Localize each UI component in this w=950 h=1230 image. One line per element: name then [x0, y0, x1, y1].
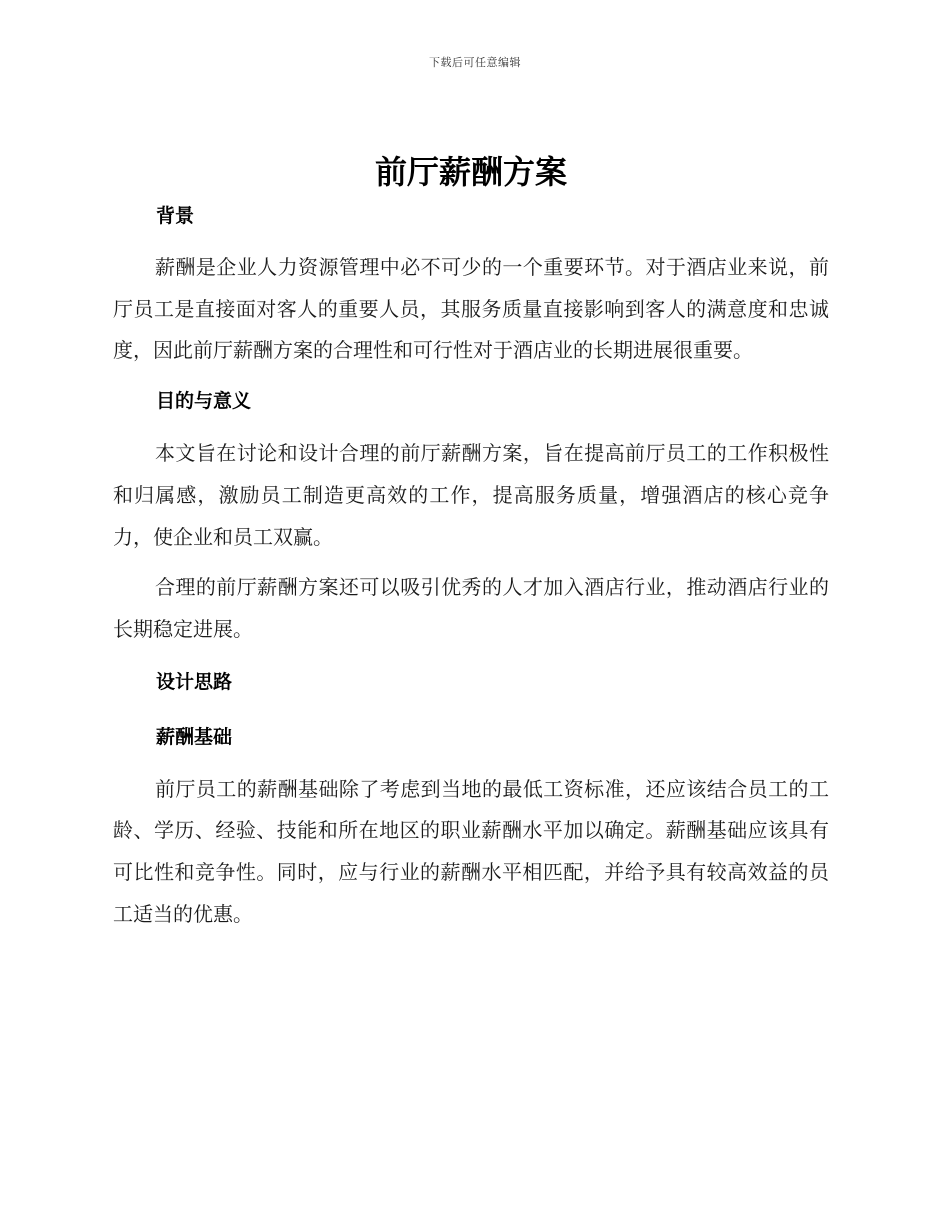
section-heading-purpose: 目的与意义	[156, 390, 252, 413]
section-heading-design: 设计思路	[156, 670, 233, 693]
document-title: 前厅薪酬方案	[374, 153, 567, 191]
section-heading-background: 背景	[156, 205, 195, 227]
paragraph-purpose-1: 本文旨在讨论和设计合理的前厅薪酬方案，旨在提高前厅员工的工作积极性和归属感，激励员工制造更高效的工作，提高服务质量，增强酒店的核心竞争力，使企业和员工双赢。	[113, 441, 829, 549]
document-body	[113, 148, 829, 935]
paragraph-purpose-2: 合理的前厅薪酬方案还可以吸引优秀的人才加入酒店行业，推动酒店行业的长期稳定进展。	[113, 575, 829, 641]
paragraph-background: 薪酬是企业人力资源管理中必不可少的一个重要环节。对于酒店业来说，前厅员工是直接面对客人的重要人员，其服务质量直接影响到客人的满意度和忠诚度，因此前厅薪酬方案的合理性和可行性对于酒店业的长期进展很重要。	[113, 255, 829, 363]
section-heading-salary-base: 薪酬基础	[156, 725, 233, 748]
paragraph-salary-base: 前厅员工的薪酬基础除了考虑到当地的最低工资标准，还应该结合员工的工龄、学历、经验、技能和所在地区的职业薪酬水平加以确定。薪酬基础应该具有可比性和竞争性。同时，应与行业的薪酬水平相匹配，并给予具有较高效益的员工适当的优惠。	[113, 776, 829, 926]
header-note: 下载后可任意编辑	[429, 56, 521, 69]
